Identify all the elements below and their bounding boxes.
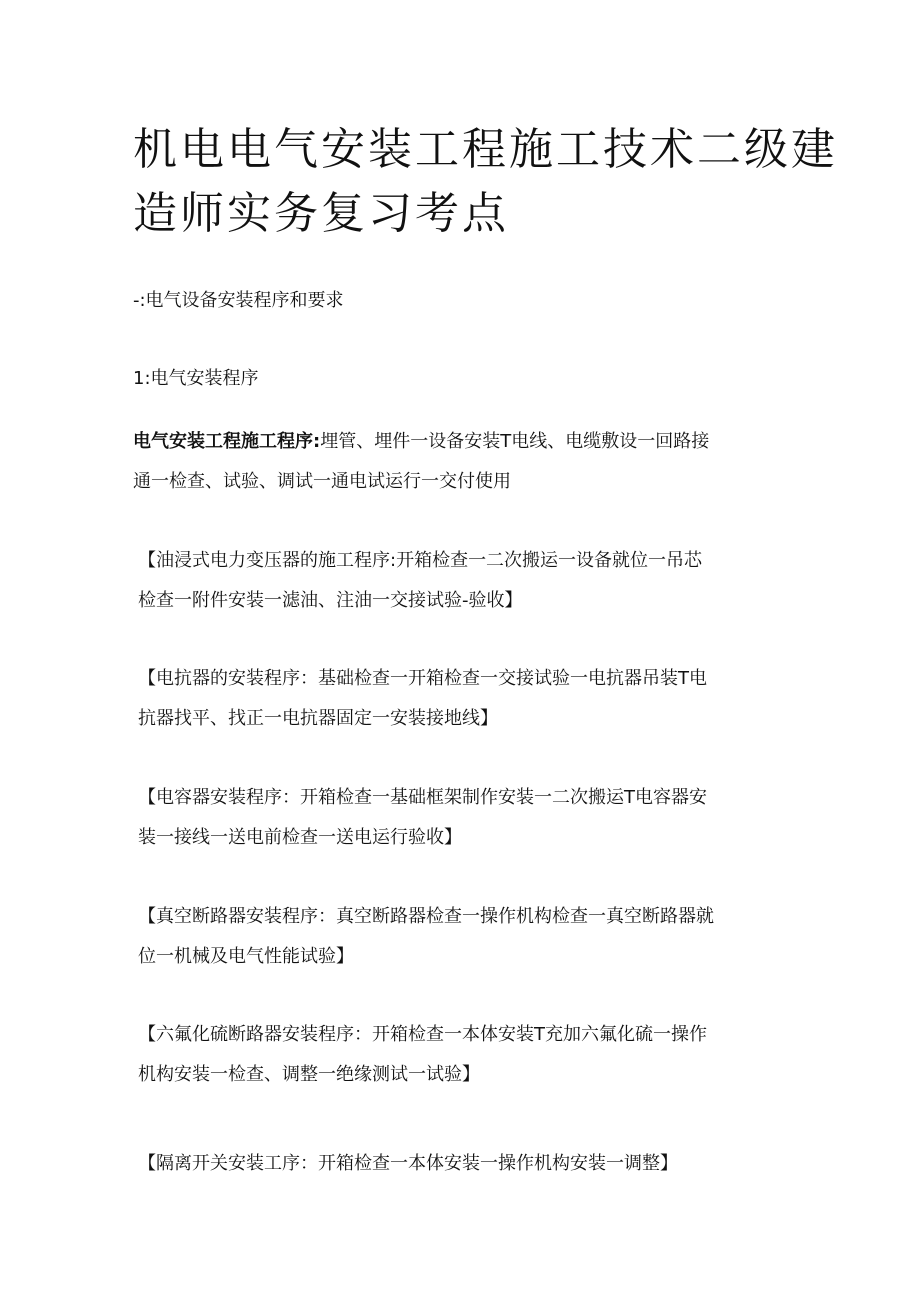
title-line-1: 机电电气安装工程施工技术二级建 <box>133 124 838 175</box>
paragraph-line-1 <box>133 422 798 462</box>
bracket-item-capacitor <box>138 778 798 858</box>
bracket-item-line-1: 【电抗器的安装程序：基础检查一开箱检查一交接试验一电抗器吊装T电 <box>138 668 707 689</box>
bracket-item-line-2: 抗器找平、找正一电抗器固定一安装接地线】 <box>138 708 498 729</box>
bracket-item-line-1: 【油浸式电力变压器的施工程序:开箱检查一二次搬运一设备就位一吊芯 <box>138 550 703 571</box>
paragraph-line-2: 通一检查、试验、调试一通电试运行一交付使用 <box>133 471 511 492</box>
bracket-item-line-1: 【隔离开关安装工序：开箱检查一本体安装一操作机构安装一调整】 <box>138 1153 678 1174</box>
procedure-paragraph <box>133 422 798 502</box>
bracket-item-vacuum-breaker <box>138 897 798 977</box>
bracket-item-line-2: 装一接线一送电前检查一送电运行验收】 <box>138 827 462 848</box>
bracket-item-line-1: 【电容器安装程序：开箱检查一基础框架制作安装一二次搬运T电容器安 <box>138 787 707 808</box>
document-title <box>133 118 838 246</box>
paragraph-line-1-text: 埋管、埋件一设备安装T电线、电缆敷设一回路接 <box>320 431 710 452</box>
section-heading: -:电气设备安装程序和要求 <box>133 290 344 311</box>
bracket-item-line-2: 检查一附件安装一滤油、注油一交接试验-验收】 <box>138 590 523 611</box>
bracket-item-disconnector <box>138 1144 798 1184</box>
bracket-item-sf6-breaker <box>138 1015 798 1095</box>
bracket-item-line-1: 【真空断路器安装程序：真空断路器检查一操作机构检查一真空断路器就 <box>138 906 714 927</box>
subsection-heading: 1:电气安装程序 <box>133 368 259 389</box>
paragraph-bold-label: 电气安装工程施工程序: <box>133 431 321 452</box>
title-line-2: 造师实务复习考点 <box>133 188 509 239</box>
bracket-item-transformer <box>138 541 798 621</box>
bracket-item-line-1: 【六氟化硫断路器安装程序：开箱检查一本体安装T充加六氟化硫一操作 <box>138 1024 707 1045</box>
bracket-item-reactor <box>138 659 798 739</box>
bracket-item-line-2: 机构安装一检查、调整一绝缘测试一试验】 <box>138 1064 480 1085</box>
bracket-item-line-2: 位一机械及电气性能试验】 <box>138 946 354 967</box>
